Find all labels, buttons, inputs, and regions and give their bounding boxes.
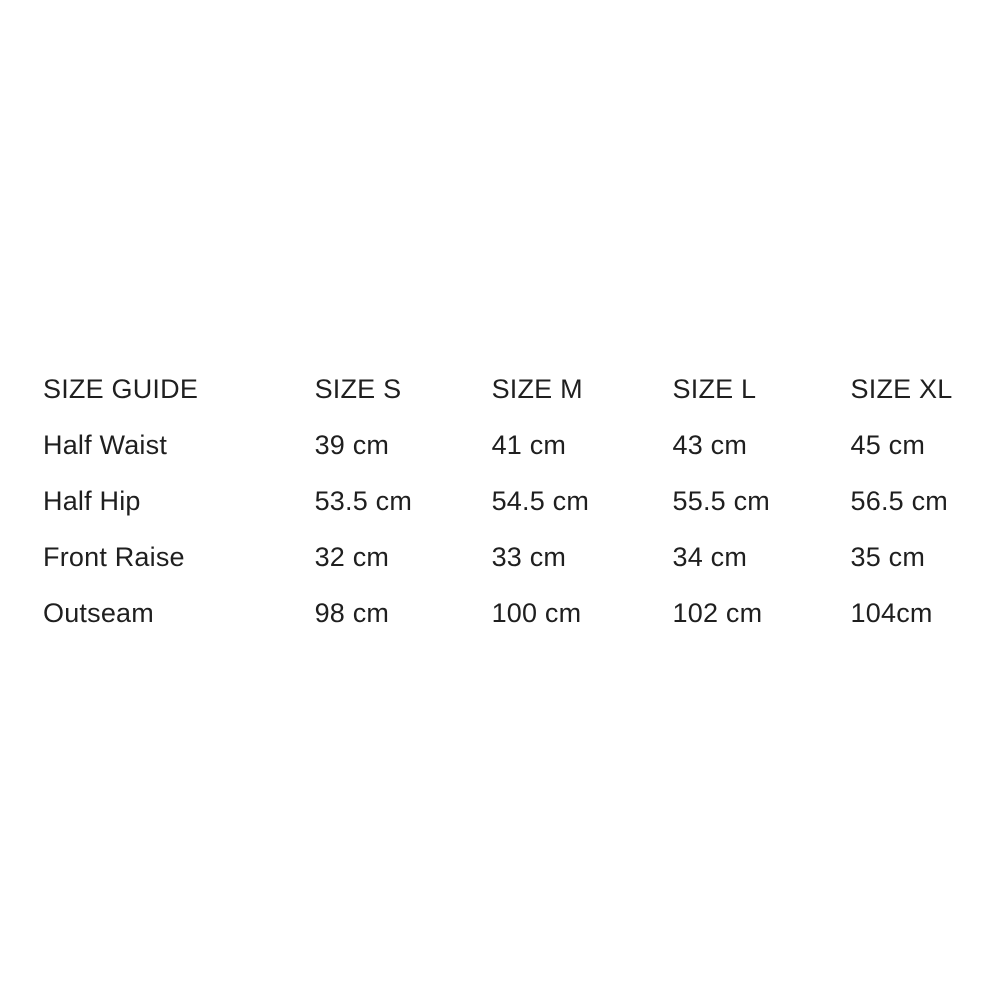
- front-raise-size-l: 34 cm: [672, 541, 748, 572]
- size-guide-header-row: [43, 361, 1000, 417]
- table-row-half-hip: [43, 473, 1000, 529]
- front-raise-size-xl: 35 cm: [850, 541, 926, 572]
- header-size-xl: SIZE XL: [850, 373, 953, 404]
- half-waist-size-l: 43 cm: [672, 429, 748, 460]
- half-hip-size-s: 53.5 cm: [314, 485, 413, 516]
- header-size-s: SIZE S: [314, 373, 402, 404]
- half-waist-size-m: 41 cm: [491, 429, 567, 460]
- outseam-size-l: 102 cm: [672, 597, 763, 628]
- outseam-size-xl: 104cm: [850, 597, 933, 628]
- table-row-front-raise: [43, 529, 1000, 585]
- header-size-l: SIZE L: [672, 373, 757, 404]
- half-hip-size-m: 54.5 cm: [491, 485, 590, 516]
- size-guide-table: [43, 361, 1000, 641]
- header-size-m: SIZE M: [491, 373, 583, 404]
- outseam-size-s: 98 cm: [314, 597, 390, 628]
- front-raise-size-s: 32 cm: [314, 541, 390, 572]
- table-row-outseam: [43, 585, 1000, 641]
- half-waist-size-xl: 45 cm: [850, 429, 926, 460]
- row-label-half-hip: Half Hip: [43, 485, 141, 516]
- row-label-outseam: Outseam: [43, 597, 154, 628]
- row-label-half-waist: Half Waist: [43, 429, 168, 460]
- size-guide-table-container: [43, 361, 1000, 641]
- front-raise-size-m: 33 cm: [491, 541, 567, 572]
- half-waist-size-s: 39 cm: [314, 429, 390, 460]
- half-hip-size-xl: 56.5 cm: [850, 485, 948, 516]
- header-size-guide: SIZE GUIDE: [43, 373, 199, 404]
- row-label-front-raise: Front Raise: [43, 541, 185, 572]
- half-hip-size-l: 55.5 cm: [672, 485, 770, 516]
- outseam-size-m: 100 cm: [491, 597, 582, 628]
- table-row-half-waist: [43, 417, 1000, 473]
